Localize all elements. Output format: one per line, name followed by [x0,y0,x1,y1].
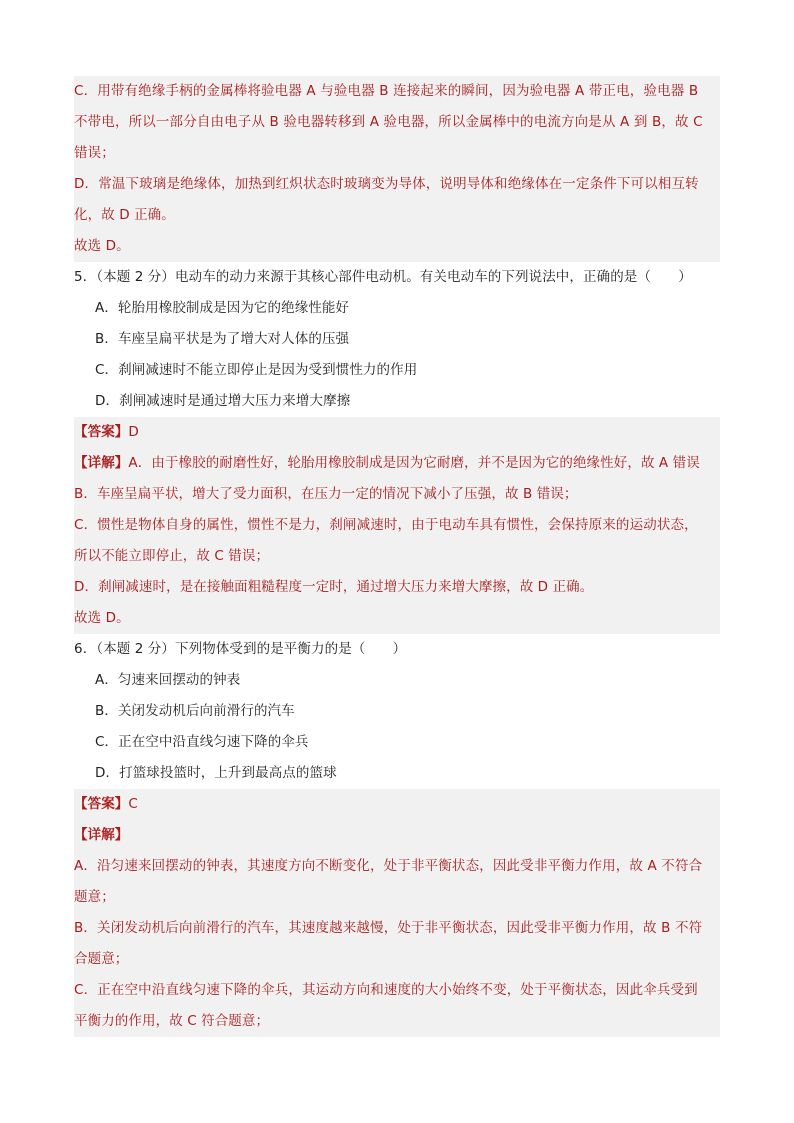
explanation-line: C．用带有绝缘手柄的金属棒将验电器 A 与验电器 B 连接起来的瞬间，因为验电器 A 带正电，验电器 B [74,83,699,99]
detail-line [74,820,720,851]
answer-line [74,789,720,820]
option-d: D．刹闸减速时是通过增大压力来增大摩擦 [95,393,351,409]
question-stem: 5．（本题 2 分）电动车的动力来源于其核心部件电动机。有关电动车的下列说法中，正确的是（ ） [74,269,692,285]
detail-line: 合题意； [74,951,129,967]
explanation-line: D．常温下玻璃是绝缘体，加热到红炽状态时玻璃变为导体，说明导体和绝缘体在一定条件下可以相互转 [74,176,699,192]
explanation-line: 故选 D。 [74,238,130,254]
detail-line: 故选 D。 [74,610,130,626]
question-6 [74,634,720,789]
detail-line: 所以不能立即停止，故 C 错误； [74,548,270,564]
previous-explanation-block [74,76,720,262]
question-stem: 6．（本题 2 分）下列物体受到的是平衡力的是（ ） [74,641,407,657]
option-c: C．正在空中沿直线匀速下降的伞兵 [95,734,309,750]
detail-line: D．刹闸减速时，是在接触面粗糙程度一定时，通过增大压力来增大摩擦，故 D 正确。 [74,579,594,595]
answer-value: D [128,424,139,440]
detail-line: C．惯性是物体自身的属性，惯性不是力，刹闸减速时，由于电动车具有惯性，会保持原来的运动状态， [74,517,698,533]
detail-text: A．由于橡胶的耐磨性好，轮胎用橡胶制成是因为它耐磨，并不是因为它的绝缘性好，故 A 错误 [128,455,700,471]
answer-line [74,417,720,448]
option-d: D．打篮球投篮时，上升到最高点的篮球 [95,765,337,781]
option-b: B．车座呈扁平状是为了增大对人体的压强 [95,331,350,347]
detail-label: 【详解】 [74,455,129,471]
option-a: A．轮胎用橡胶制成是因为它的绝缘性能好 [95,300,350,316]
document-page [74,76,720,1037]
detail-line: 平衡力的作用，故 C 符合题意； [74,1013,270,1029]
explanation-line: 错误； [74,145,115,161]
detail-line [74,448,720,479]
detail-line: B．关闭发动机后向前滑行的汽车，其速度越来越慢，处于非平衡状态，因此受非平衡力作用，故 B 不符 [74,920,703,936]
option-c: C．刹闸减速时不能立即停止是因为受到惯性力的作用 [95,362,418,378]
explanation-line: 不带电，所以一部分自由电子从 B 验电器转移到 A 验电器，所以金属棒中的电流方向是从 A 到 B，故 C [74,114,703,130]
answer-label: 【答案】 [74,424,129,440]
explanation-line: 化，故 D 正确。 [74,207,175,223]
detail-line: C．正在空中沿直线匀速下降的伞兵，其运动方向和速度的大小始终不变，处于平衡状态，因此伞兵受到 [74,982,698,998]
option-a: A．匀速来回摆动的钟表 [95,672,241,688]
question-5 [74,262,720,417]
answer-label: 【答案】 [74,796,129,812]
answer-block-6 [74,789,720,1037]
answer-block-5 [74,417,720,634]
detail-line: A．沿匀速来回摆动的钟表，其速度方向不断变化，处于非平衡状态，因此受非平衡力作用，故 A 不符合 [74,858,703,874]
detail-label: 【详解】 [74,827,129,843]
detail-line: 题意； [74,889,115,905]
answer-value: C [128,796,138,812]
option-b: B．关闭发动机后向前滑行的汽车 [95,703,295,719]
detail-line: B．车座呈扁平状，增大了受力面积，在压力一定的情况下减小了压强，故 B 错误； [74,486,578,502]
